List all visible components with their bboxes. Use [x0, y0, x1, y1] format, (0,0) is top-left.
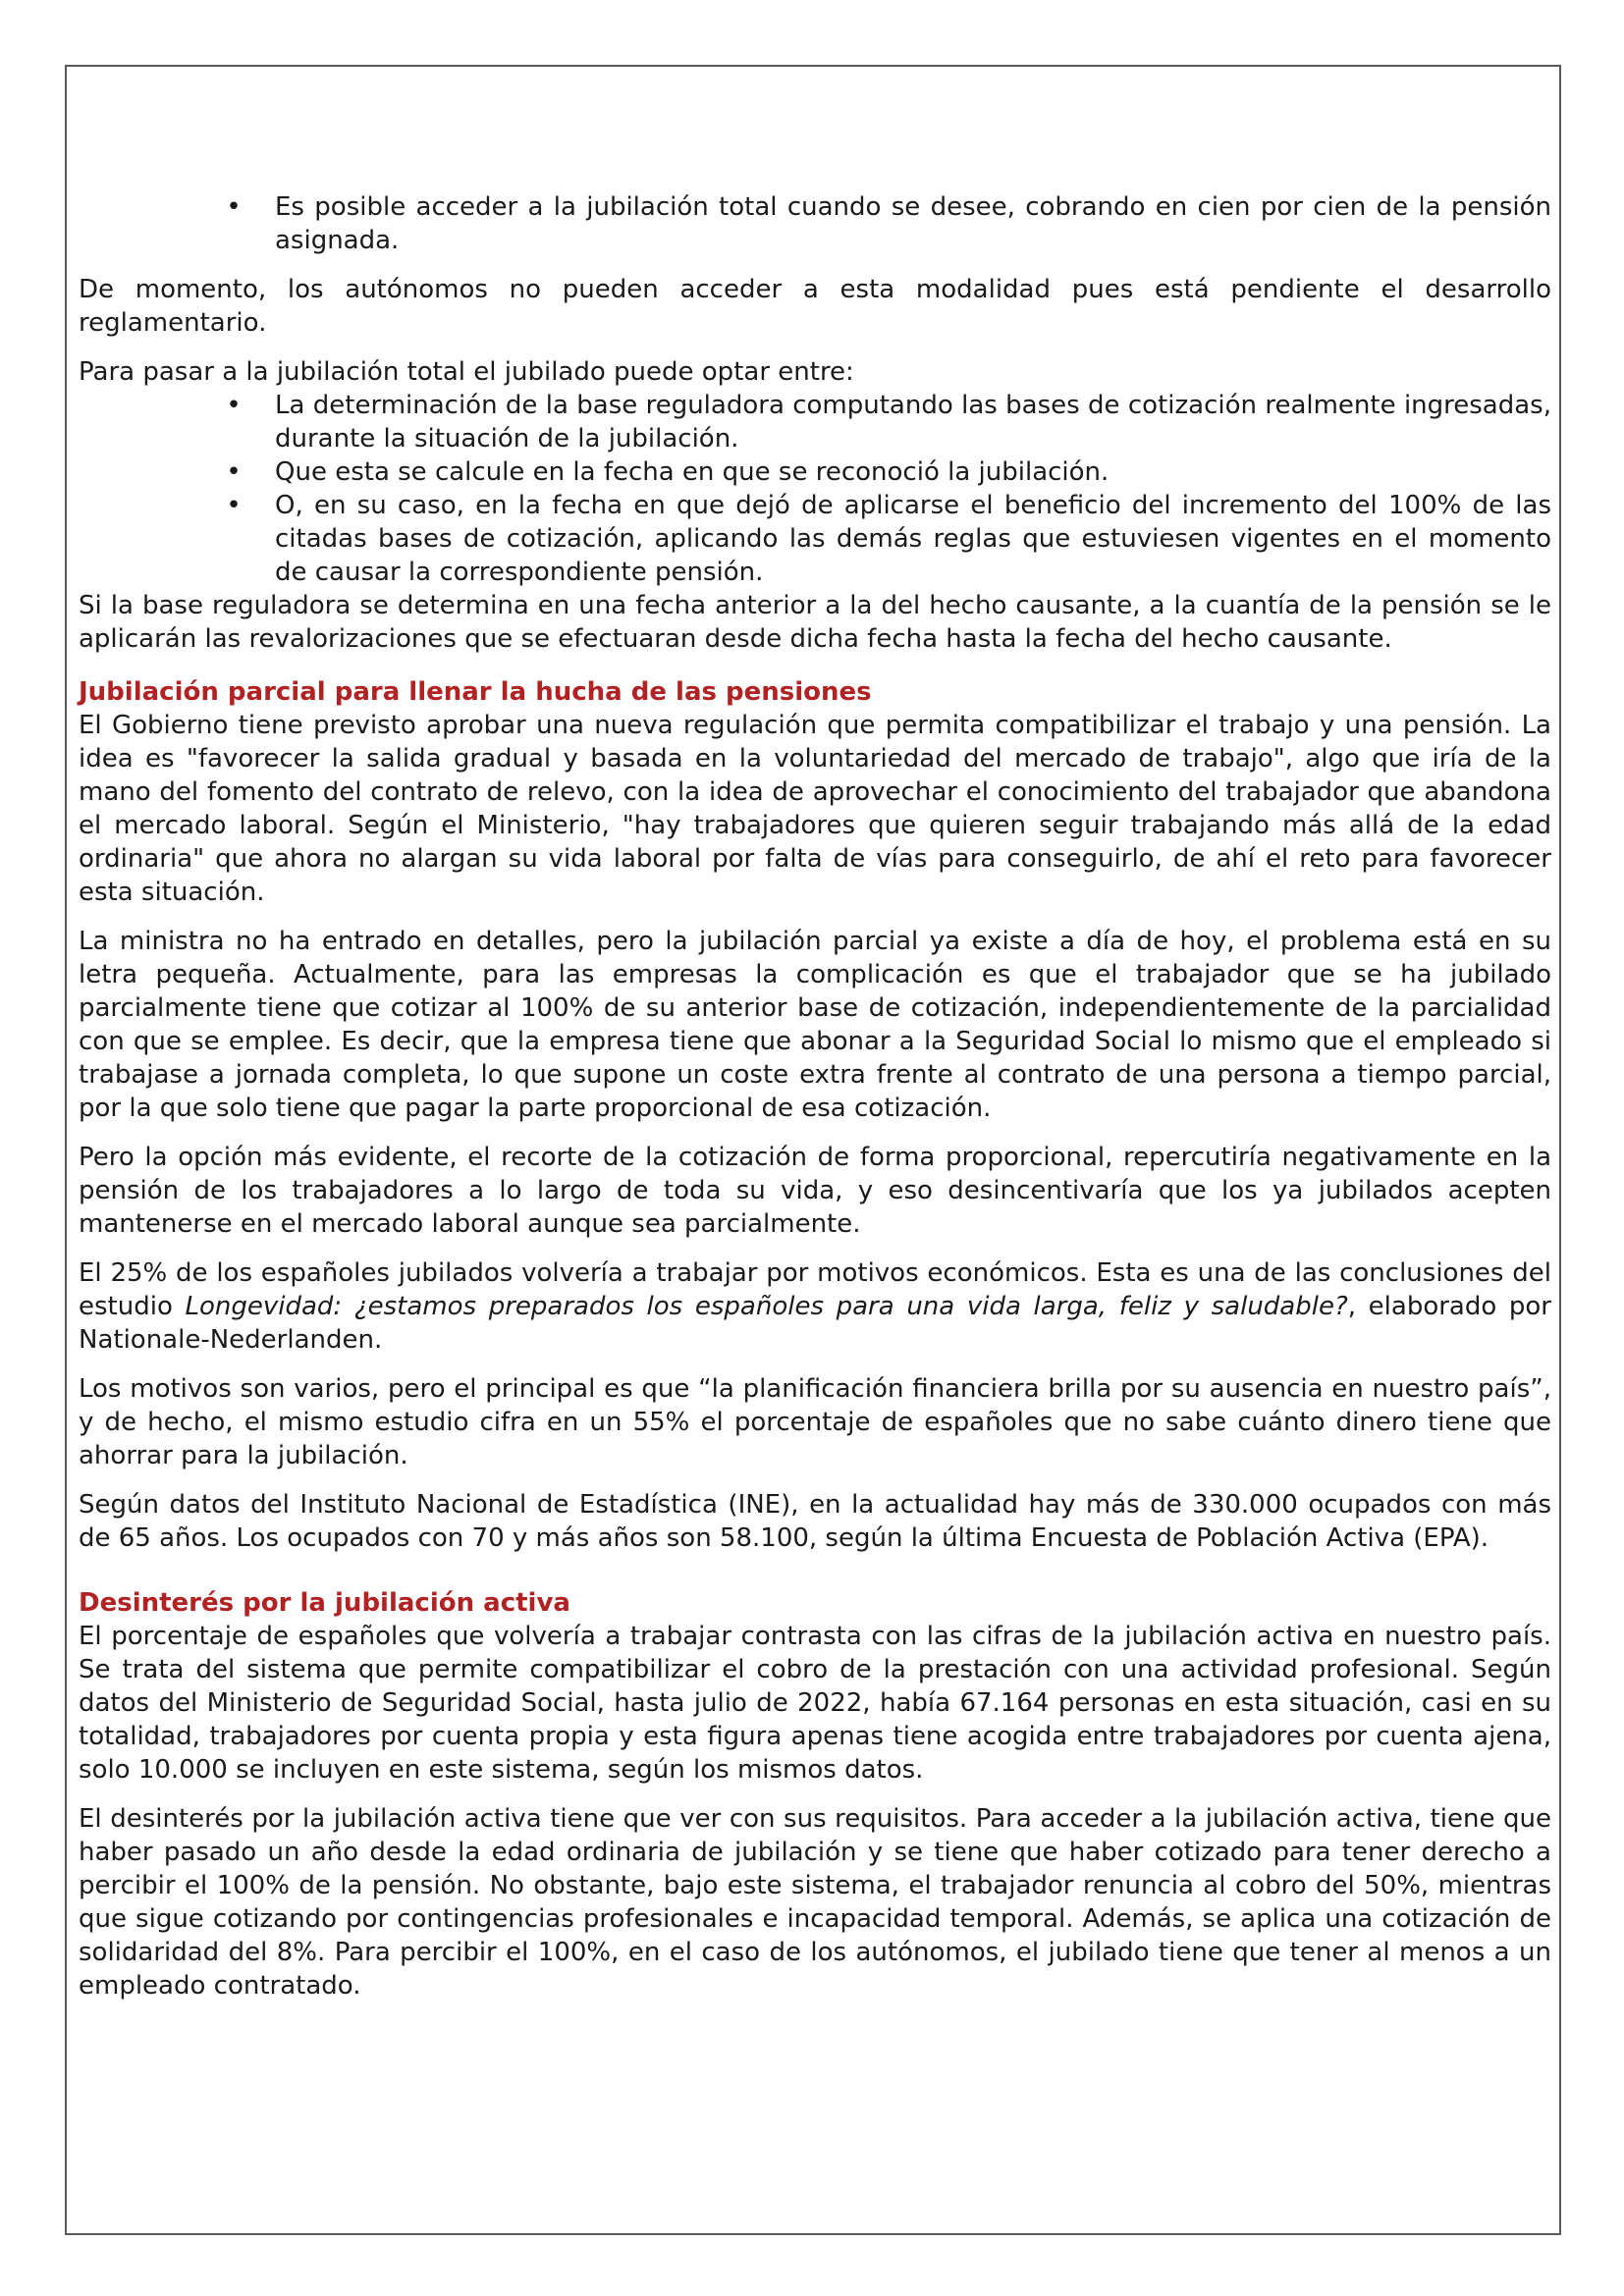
paragraph-optar: Para pasar a la jubilación total el jubilado puede optar entre: — [79, 357, 854, 387]
optar-bullet-list — [79, 389, 1551, 589]
section-heading-jubilacion-activa: Desinterés por la jubilación activa — [79, 1588, 570, 1618]
list-item — [79, 489, 1551, 589]
section-heading-jubilacion-parcial: Jubilación parcial para llenar la hucha de las pensiones — [79, 677, 872, 707]
bullet-icon: • — [226, 457, 242, 487]
study-title: Longevidad: ¿estamos preparados los españoles para una vida larga, feliz y saludable? — [185, 1292, 1348, 1321]
paragraph-autonomos: De momento, los autónomos no pueden acceder a esta modalidad pues está pendiente el desarrollo reglamentario. — [79, 275, 1551, 338]
paragraph-estudio — [79, 1256, 1551, 1357]
paragraph: Pero la opción más evidente, el recorte de la cotización de forma proporcional, repercutiría negativamente en la pensión de los trabajadores a lo largo de toda su vida, y eso desincentivaría que los ya jubilados acepten mantenerse en el mercado laboral aunque sea parcialmente. — [79, 1143, 1551, 1239]
list-item — [79, 455, 1551, 489]
bullet-icon: • — [226, 192, 242, 222]
bullet-icon: • — [226, 491, 242, 520]
list-item — [79, 389, 1551, 455]
paragraph: Los motivos son varios, pero el principal es que “la planificación financiera brilla por su ausencia en nuestro país”, y de hecho, el mismo estudio cifra en un 55% el porcentaje de españoles que no sabe cuánto dinero tiene que ahorrar para la jubilación. — [79, 1374, 1551, 1470]
list-item-text: O, en su caso, en la fecha en que dejó de aplicarse el beneficio del incremento del 100% de las citadas bases de cotización, aplicando las demás reglas que estuviesen vigentes en el momento de causar la correspondiente pensión. — [275, 491, 1551, 587]
paragraph: El porcentaje de españoles que volvería a trabajar contrasta con las cifras de la jubilación activa en nuestro país. Se trata del sistema que permite compatibilizar el cobro de la prestación con una actividad profesional. Según datos del Ministerio de Seguridad Social, hasta julio de 2022, había 67.164 personas en esta situación, casi en su totalidad, trabajadores por cuenta propia y esta figura apenas tiene acogida entre trabajadores por cuenta ajena, solo 10.000 se incluyen en este sistema, según los mismos datos. — [79, 1622, 1551, 1785]
paragraph: Según datos del Instituto Nacional de Estadística (INE), en la actualidad hay más de 330.000 ocupados con más de 65 años. Los ocupados con 70 y más años son 58.100, según la última Encuesta de Población Activa (EPA). — [79, 1490, 1551, 1553]
list-item-text: Que esta se calcule en la fecha en que se reconoció la jubilación. — [275, 457, 1110, 487]
intro-bullet-list — [79, 190, 1551, 257]
list-item-text: La determinación de la base reguladora computando las bases de cotización realmente ingresadas, durante la situación de la jubilación. — [275, 391, 1551, 454]
paragraph: El desinterés por la jubilación activa tiene que ver con sus requisitos. Para acceder a la jubilación activa, tiene que haber pasado un año desde la edad ordinaria de jubilación y se tiene que haber cotizado para tener derecho a percibir el 100% de la pensión. No obstante, bajo este sistema, el trabajador renuncia al cobro del 50%, mientras que sigue cotizando por contingencias profesionales e incapacidad temporal. Además, se aplica una cotización de solidaridad del 8%. Para percibir el 100%, en el caso de los autónomos, el jubilado tiene que tener al menos a un empleado contratado. — [79, 1804, 1551, 2001]
list-item — [79, 190, 1551, 257]
document-body — [79, 190, 1551, 2002]
paragraph: La ministra no ha entrado en detalles, pero la jubilación parcial ya existe a día de hoy, el problema está en su letra pequeña. Actualmente, para las empresas la complicación es que el trabajador que se ha jubilado parcialmente tiene que cotizar al 100% de su anterior base de cotización, independientemente de la parcialidad con que se emplee. Es decir, que la empresa tiene que abonar a la Seguridad Social lo mismo que el empleado si trabajase a jornada completa, lo que supone un coste extra frente al contrato de una persona a tiempo parcial, por la que solo tiene que pagar la parte proporcional de esa cotización. — [79, 927, 1551, 1123]
text-run: , elaborado por Nationale-Nederlanden. — [79, 1292, 1552, 1355]
text-run: El 25% de los españoles jubilados volvería a trabajar por motivos económicos. Esta es una de las conclusiones del estudio — [79, 1258, 1551, 1321]
list-item-text: Es posible acceder a la jubilación total cuando se desee, cobrando en cien por cien de la pensión asignada. — [275, 192, 1551, 255]
bullet-icon: • — [226, 391, 242, 420]
paragraph-base-reguladora: Si la base reguladora se determina en una fecha anterior a la del hecho causante, a la cuantía de la pensión se le aplicarán las revalorizaciones que se efectuaran desde dicha fecha hasta la fecha del hecho causante. — [79, 591, 1551, 654]
paragraph: El Gobierno tiene previsto aprobar una nueva regulación que permita compatibilizar el trabajo y una pensión. La idea es "favorecer la salida gradual y basada en la voluntariedad del mercado de trabajo", algo que iría de la mano del fomento del contrato de relevo, con la idea de aprovechar el conocimiento del trabajador que abandona el mercado laboral. Según el Ministerio, "hay trabajadores que quieren seguir trabajando más allá de la edad ordinaria" que ahora no alargan su vida laboral por falta de vías para conseguirlo, de ahí el reto para favorecer esta situación. — [79, 711, 1551, 907]
